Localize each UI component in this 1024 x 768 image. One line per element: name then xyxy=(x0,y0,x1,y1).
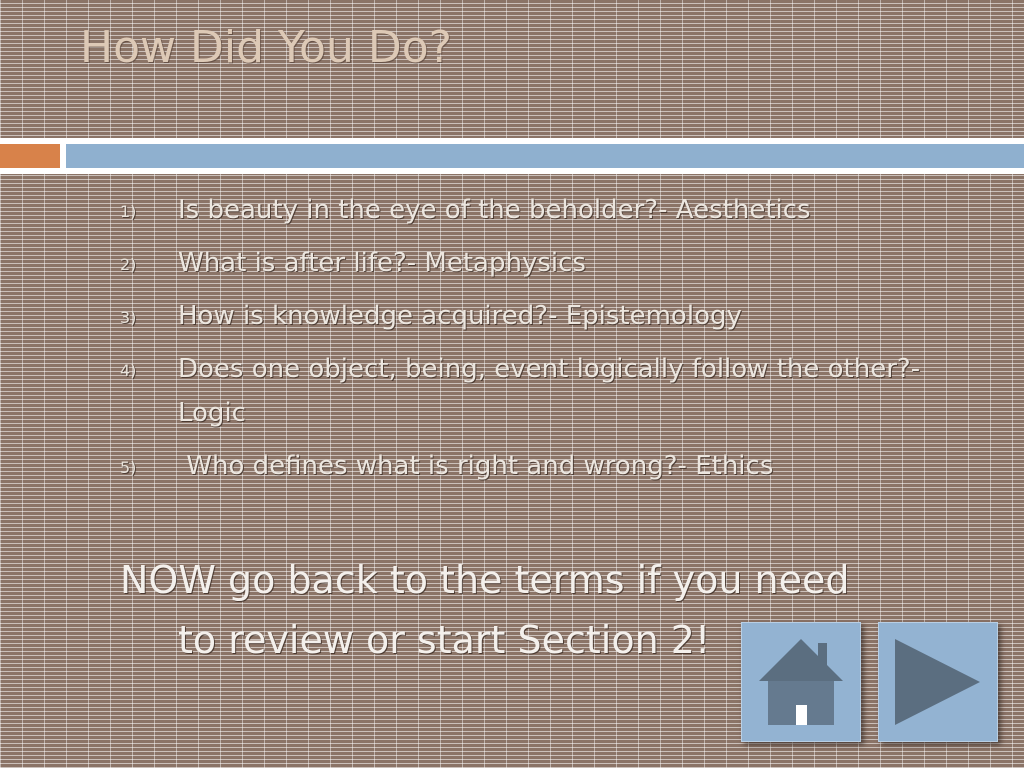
list-item-text: Who defines what is right and wrong?- Ethics xyxy=(178,451,774,481)
list-item-text: Does one object, being, event logically follow the other?- Logic xyxy=(178,354,921,428)
list-item-number: 5) xyxy=(120,458,137,477)
list-item-number: 3) xyxy=(120,308,137,327)
slide-title: How Did You Do? xyxy=(80,22,452,73)
play-arrow-icon xyxy=(879,623,997,741)
home-icon xyxy=(742,623,860,741)
list-item xyxy=(120,188,940,232)
list-item xyxy=(120,294,940,338)
list-item-text: How is knowledge acquired?- Epistemology xyxy=(178,301,742,331)
accent-bar-orange xyxy=(0,144,60,168)
list-item-number: 4) xyxy=(120,361,137,380)
home-button[interactable] xyxy=(741,622,861,742)
note-line-2: to review or start Section 2! xyxy=(178,618,711,662)
accent-bar-blue xyxy=(66,144,1024,168)
list-item-text: Is beauty in the eye of the beholder?- Aesthetics xyxy=(178,195,811,225)
list-item xyxy=(120,347,940,435)
note-line-1: NOW go back to the terms if you need xyxy=(120,558,850,602)
list-item-number: 2) xyxy=(120,255,137,274)
list-item xyxy=(120,444,940,488)
list-item-number: 1) xyxy=(120,202,137,221)
question-list xyxy=(120,188,940,497)
next-slide-button[interactable] xyxy=(878,622,998,742)
list-item xyxy=(120,241,940,285)
list-item-text: What is after life?- Metaphysics xyxy=(178,248,586,278)
